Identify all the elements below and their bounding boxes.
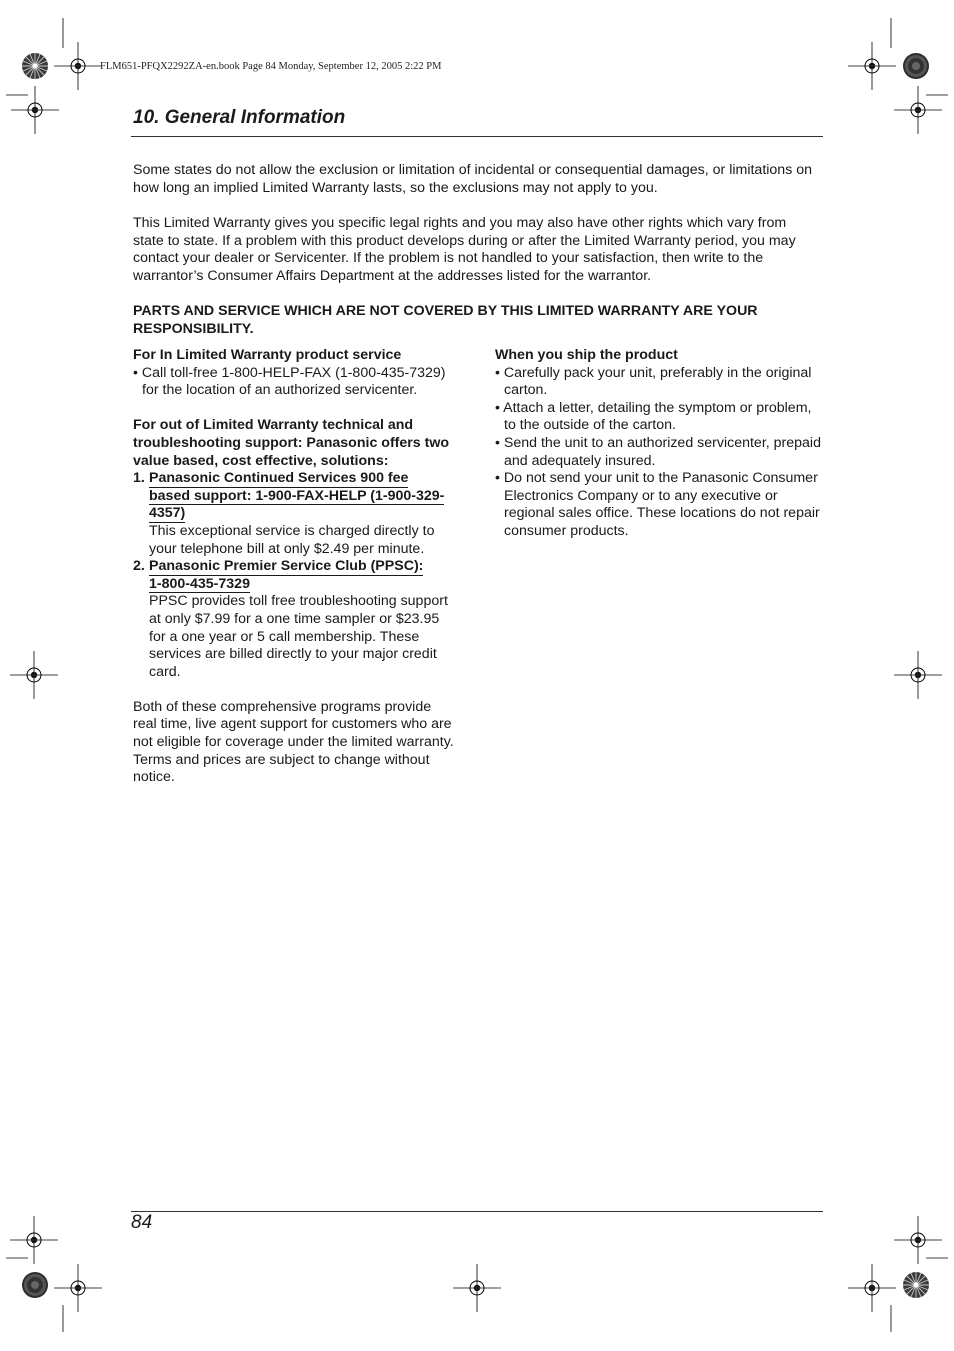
section-title: 10. General Information xyxy=(133,107,346,128)
item-title: Panasonic Premier Service Club (PPSC): xyxy=(149,558,424,575)
item-description: PPSC provides toll free troubleshooting support at only $7.99 for a one time sampler or $23.95 for a one year or 5 call membership. These services are billed directly to your major credit card. xyxy=(149,593,448,680)
item-number: 1. xyxy=(133,470,145,487)
item-title: based support: 1-900-FAX-HELP (1-900-329- xyxy=(149,487,445,504)
footer-rule xyxy=(131,1211,823,1212)
paragraph-legal-rights: This Limited Warranty gives you specific legal rights and you may also have other rights which vary from state to state. If a problem with this product develops during or after the Limited Warranty period, you may contact your dealer or Servicenter. If the problem is not handled to your satisfaction, then write to the warrantor’s Consumer Affairs Department at the addresses listed for the warrantor. xyxy=(133,215,796,284)
out-warranty-heading: For out of Limited Warranty technical and troubleshooting support: Panasonic offers two value based, cost effective, solutions: xyxy=(133,417,450,469)
support-item-1 xyxy=(133,470,458,558)
closing-paragraph: Both of these comprehensive programs provide real time, live agent support for customers who are not eligible for coverage under the limited warranty. xyxy=(133,698,454,751)
terms-note: Terms and prices are subject to change without notice. xyxy=(133,751,430,786)
in-warranty-bullet: • Call toll-free 1-800-HELP-FAX (1-800-435-7329) for the location of an authorized servicenter. xyxy=(133,364,446,399)
item-number: 2. xyxy=(133,558,145,575)
header-rule xyxy=(131,136,823,137)
shipping-bullet: • Attach a letter, detailing the symptom or problem, to the outside of the carton. xyxy=(495,399,812,434)
page-number: 84 xyxy=(131,1212,153,1233)
support-item-2 xyxy=(133,558,458,681)
shipping-bullet: • Send the unit to an authorized servicenter, prepaid and adequately insured. xyxy=(495,434,821,469)
item-title: 4357) xyxy=(149,505,186,522)
shipping-bullet: • Do not send your unit to the Panasonic Consumer Electronics Company or to any executive or regional sales office. These locations do not repair consumer products. xyxy=(495,470,820,539)
shipping-bullet: • Carefully pack your unit, preferably in the original carton. xyxy=(495,364,812,399)
in-warranty-heading: For In Limited Warranty product service xyxy=(133,347,402,363)
paragraph-exclusions: Some states do not allow the exclusion or limitation of incidental or consequential damages, or limitations on how long an implied Limited Warranty lasts, so the exclusions may not apply to you. xyxy=(133,162,813,196)
left-column xyxy=(133,347,458,787)
shipping-heading: When you ship the product xyxy=(495,347,678,363)
item-title: Panasonic Continued Services 900 fee xyxy=(149,470,409,487)
file-header: FLM651-PFQX2292ZA-en.book Page 84 Monday, September 12, 2005 2:22 PM xyxy=(100,61,442,72)
item-title: 1-800-435-7329 xyxy=(149,575,250,592)
right-column xyxy=(495,347,825,541)
parts-service-heading: PARTS AND SERVICE WHICH ARE NOT COVERED BY THIS LIMITED WARRANTY ARE YOUR RESPONSIBILITY. xyxy=(133,303,758,337)
item-description: This exceptional service is charged directly to your telephone bill at only $2.49 per minute. xyxy=(149,522,435,557)
